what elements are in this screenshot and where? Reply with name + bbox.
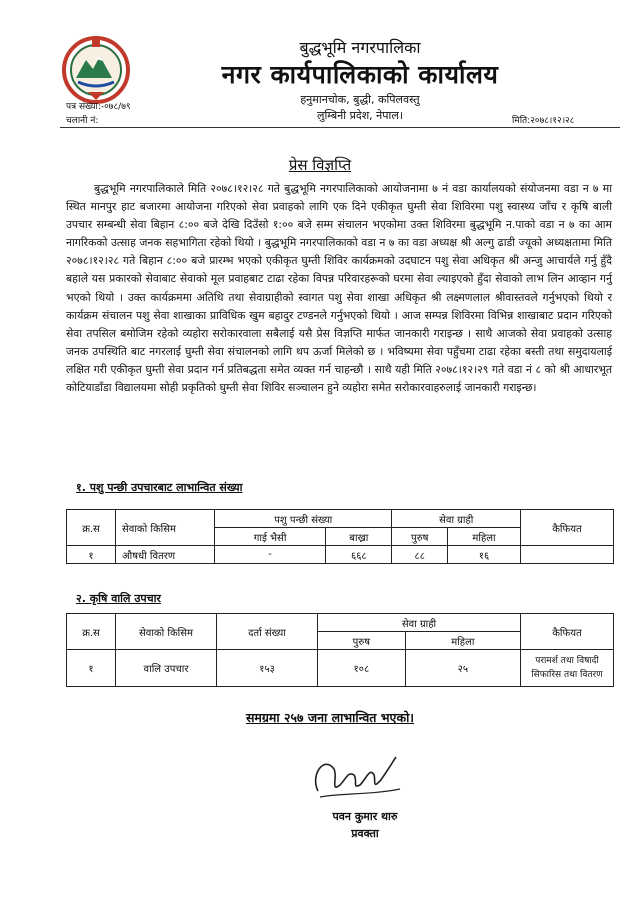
table-row (67, 650, 614, 687)
livestock-treatment-table (66, 509, 614, 564)
col-registered: दर्ता संख्या (217, 614, 318, 650)
col-remarks: कैफियत (521, 614, 614, 650)
reference-number: पत्र संख्या:-०७८/७९ (66, 102, 131, 112)
table-row (67, 546, 614, 564)
col-female: महिला (448, 528, 521, 546)
col-sn: क्र.स (67, 614, 116, 650)
cell-male: ८८ (392, 546, 448, 564)
cell-cattle: - (215, 546, 326, 564)
cell-registered: १५३ (217, 650, 318, 687)
office-name: नगर कार्यपालिकाको कार्यालय (221, 60, 499, 89)
cell-service-type: वालि उपचार (116, 650, 217, 687)
signer-role: प्रवक्ता (351, 827, 379, 840)
address-line-1: हनुमानचोक, बुद्धी, कपिलवस्तु (300, 93, 420, 106)
cell-female: २५ (405, 650, 520, 687)
dispatch-number: चलानी नं: (66, 116, 99, 126)
press-release-body: बुद्धभूमि नगरपालिकाले मिति २०७८।१२।२८ गते बुद्धभूमि नगरपालिकाको आयोजनामा ७ नं वडा कार्यालयको संयोजनमा वडा न ७ मा स्थित मानपुर हाट बजारमा आयोजना गरिएको सेवा प्रवाहको लागि एक दिने एकीकृत घुम्ती सेवा शिविरमा पशु स्वास्थ्य जाँच र कृषि बाली उपचार सम्बन्धी सेवा बिहान ८:०० बजे देखि दिउँसो १:०० बजे सम्म संचालन भएकोमा उक्त शिविरमा बुद्धभूमि न.पाको वडा न ७ का आम नागरिकको उत्साह जनक सहभागिता रहेको थियो । बुद्धभूमि नगरपालिकाको वडा न ७ का वडा अध्यक्ष श्री अल्गु ढाडी ज्यूको अध्यक्षतामा मिति २०७८।१२।२८ गते बिहान ८:०० बजे प्रारम्भ भएको एकीकृत घुम्ती शिविर कार्यक्रमको उदघाटन पशु सेवा अधिकृत श्री अन्जु आचार्यले गर्नु हुँदै बहाले यस प्रकारको सेवाबाट सेवाको मूल प्रवाहबाट टाढा रहेका विपन्न परिवारहरूको घरमा सेवा ल्याइएको हुँदा सेवाको लाभ लिन आव्हान गर्नु भएको थियो । उक्त कार्यक्रममा अतिथि तथा सेवाग्राहीको स्वागत पशु सेवा शाखा अधिकृत श्री लक्ष्मणलाल श्रीवास्तवले गर्नुभएको थियो र कार्यक्रम संचालन पशु सेवा शाखाका प्राविधिक खुम बहादुर टण्डनले गर्नुभएको थियो । आज सम्पन्न शिविरमा विभिन्न शाखाबाट प्रदान गरिएको सेवा तपसिल बमोजिम रहेको व्यहोरा सरोकारवाला सबैलाई यसै प्रेस विज्ञप्ति मार्फत जानकारी गराइन्छ । साथै आजको सेवा प्रवाहको उत्साह जनक उपस्थिति बाट नगरलाई घुम्ती सेवा संचालनको लागि थप ऊर्जा मिलेको छ । भविष्यमा सेवा पहुँचमा टाढा रहेका बस्ती तथा समुदायलाई लक्षित गरी एकीकृत घुम्ती सेवा प्रदान गर्न प्रतिबद्धता समेत व्यक्त गर्न चाहन्छौ । साथै यही मिति २०७८।१२।२९ गते वडा नं ८ को श्री आधारभूत कोटियाडाँडा विद्यालयमा सोही प्रकृतिको घुम्ती सेवा शिविर सञ्चालन हुने व्यहोरा समेत सरोकारवाहरुलाई जानकारी गराइन्छ। (66, 182, 612, 395)
col-recipients: सेवा ग्राही (318, 614, 521, 632)
crop-treatment-table (66, 613, 614, 687)
table-header-row (67, 614, 614, 632)
municipality-name: बुद्धभूमि नगरपालिका (299, 38, 421, 57)
cell-sn: १ (67, 546, 116, 564)
col-goat: बाख्रा (326, 528, 392, 546)
col-cattle: गाई भैसी (215, 528, 326, 546)
cell-remarks: परामर्श तथा विषादी सिफारिस तथा वितरण (521, 650, 614, 687)
col-female: महिला (405, 632, 520, 650)
col-remarks: कैफियत (521, 510, 614, 546)
header-divider (60, 127, 620, 128)
col-service-type: सेवाको किसिम (116, 510, 215, 546)
cell-female: १६ (448, 546, 521, 564)
signature-image (300, 745, 410, 809)
letter-date: मिति:२०७८।१२।२८ (512, 116, 575, 126)
total-beneficiaries: समग्रमा २५७ जना लाभान्वित भएको। (245, 710, 415, 725)
cell-goat: ६६८ (326, 546, 392, 564)
col-service-type: सेवाको किसिम (116, 614, 217, 650)
section-2-heading: २. कृषि वालि उपचार (76, 592, 161, 605)
col-male: पुरुष (392, 528, 448, 546)
section-1-heading: १. पशु पन्छी उपचारबाट लाभान्वित संख्या (76, 481, 243, 494)
signer-name: पवन कुमार थारु (332, 810, 398, 823)
press-release-title: प्रेस विज्ञप्ति (288, 156, 352, 174)
col-sn: क्र.स (67, 510, 116, 546)
table-header-row (67, 510, 614, 528)
cell-male: १०८ (318, 650, 406, 687)
col-animal-count: पशु पन्छी संख्या (215, 510, 392, 528)
government-emblem-icon (62, 34, 130, 104)
col-recipients: सेवा ग्राही (392, 510, 521, 528)
col-male: पुरुष (318, 632, 406, 650)
cell-sn: १ (67, 650, 116, 687)
cell-remarks (521, 546, 614, 564)
address-line-2: लुम्बिनी प्रदेश, नेपाल। (316, 109, 403, 122)
cell-service-type: औषधी वितरण (116, 546, 215, 564)
